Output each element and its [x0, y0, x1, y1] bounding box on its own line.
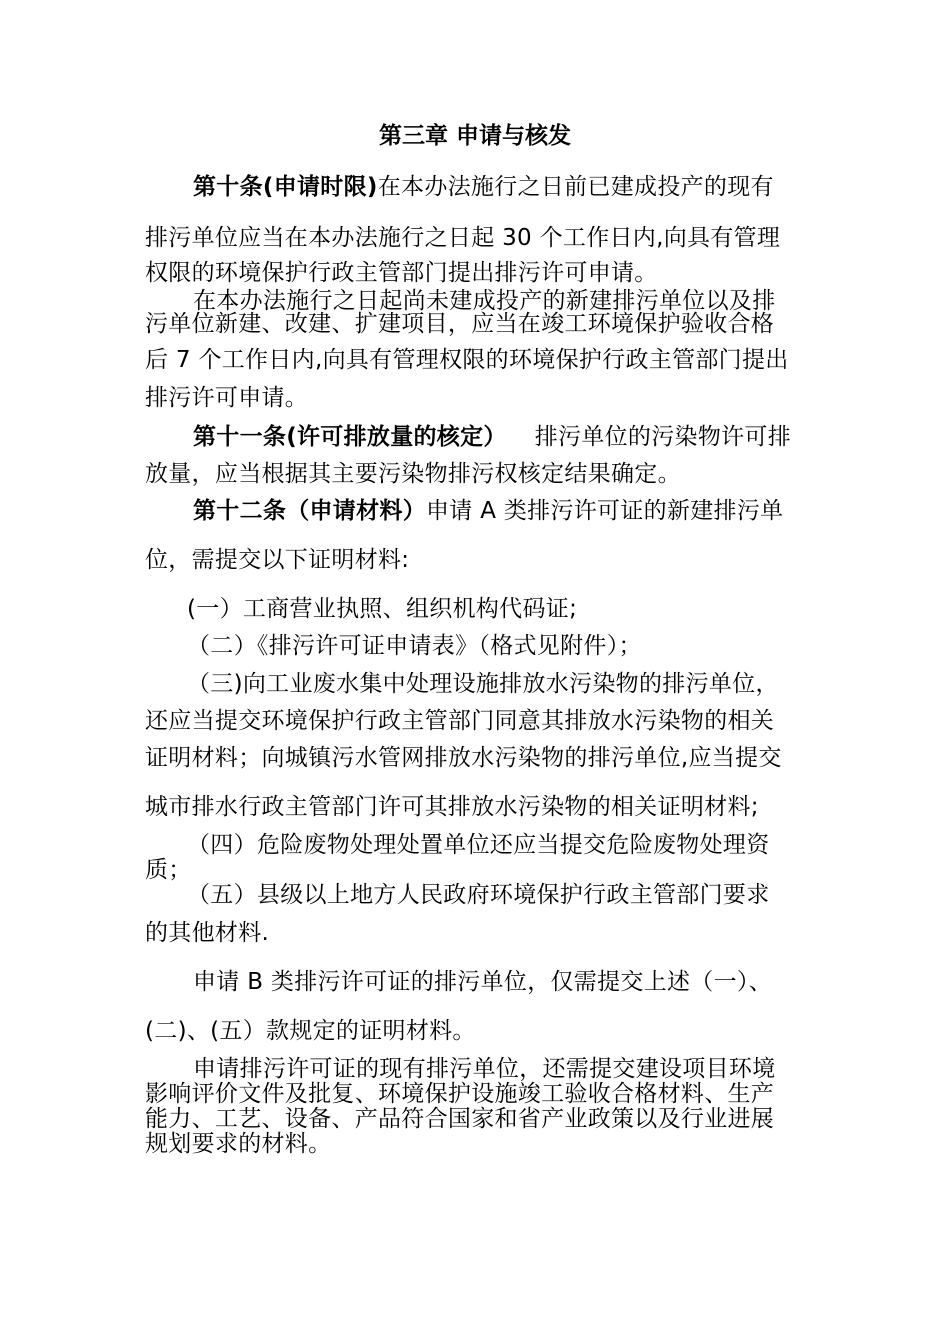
article-12-heading: 第十二条（申请材料） — [193, 498, 426, 524]
article-12-text: 申请 A 类排污许可证的新建排污单 — [426, 498, 784, 524]
article-12-b-line-2: (二)、(五）款规定的证明材料。 — [145, 1018, 476, 1044]
article-12-existing-line-4: 规划要求的材料。 — [145, 1131, 332, 1157]
article-12-item-3-line-3: 证明材料；向城镇污水管网排放水污染物的排污单位,应当提交 — [145, 745, 782, 771]
article-11-text: 排污单位的污染物许可排 — [534, 424, 792, 450]
article-11-line-1 — [193, 423, 791, 451]
article-11-heading: 第十一条(许可排放量的核定） — [193, 424, 507, 450]
article-12-item-3-line-4: 城市排水行政主管部门许可其排放水污染物的相关证明材料; — [145, 794, 759, 820]
article-12-item-5-line-2: 的其他材料. — [145, 920, 270, 946]
article-10-p2-line-3: 后 7 个工作日内,向具有管理权限的环境保护行政主管部门提出 — [145, 347, 789, 373]
article-10-heading: 第十条(申请时限) — [193, 174, 378, 200]
article-12-existing-line-2: 影响评价文件及批复、环境保护设施竣工验收合格材料、生产 — [145, 1081, 775, 1107]
chapter-title: 第三章 申请与核发 — [378, 123, 571, 149]
article-12-item-1: (一）工商营业执照、组织机构代码证; — [187, 596, 578, 622]
article-10-line-1 — [193, 173, 774, 201]
article-12-existing-line-1: 申请排污许可证的现有排污单位，还需提交建设项目环境 — [193, 1056, 776, 1082]
article-12-existing-line-3: 能力、工艺、设备、产品符合国家和省产业政策以及行业进展 — [145, 1106, 775, 1132]
article-10-p2-line-2: 污单位新建、改建、扩建项目，应当在竣工环境保护验收合格 — [145, 311, 775, 337]
article-12-line-1 — [193, 497, 783, 525]
article-12-item-3-line-2: 还应当提交环境保护行政主管部门同意其排放水污染物的相关 — [145, 708, 775, 734]
article-12-item-5-line-1: （五）县级以上地方人民政府环境保护行政主管部门要求 — [187, 882, 770, 908]
article-10-text: 在本办法施行之日前已建成投产的现有 — [377, 174, 774, 200]
article-12-line-2: 位，需提交以下证明材料: — [145, 547, 410, 573]
article-12-item-3-line-1: （三)向工业废水集中处理设施排放水污染物的排污单位， — [187, 671, 779, 697]
article-11-line-2: 放量，应当根据其主要污染物排污权核定结果确定。 — [145, 461, 681, 487]
article-12-item-4-line-2: 质； — [145, 857, 192, 883]
article-12-b-line-1: 申请 B 类排污许可证的排污单位，仅需提交上述（一）、 — [193, 969, 773, 995]
article-12-item-4-line-1: （四）危险废物处理处置单位还应当提交危险废物处理资 — [187, 832, 770, 858]
article-12-item-2: （二）《排污许可证申请表》（格式见附件）； — [187, 633, 642, 659]
article-10-line-3: 权限的环境保护行政主管部门提出排污许可申请。 — [145, 260, 658, 286]
article-10-p2-line-1: 在本办法施行之日起尚未建成投产的新建排污单位以及排 — [193, 288, 776, 314]
article-10-p2-line-4: 排污许可申请。 — [145, 385, 309, 411]
article-10-line-2: 排污单位应当在本办法施行之日起 30 个工作日内,向具有管理 — [145, 225, 781, 251]
